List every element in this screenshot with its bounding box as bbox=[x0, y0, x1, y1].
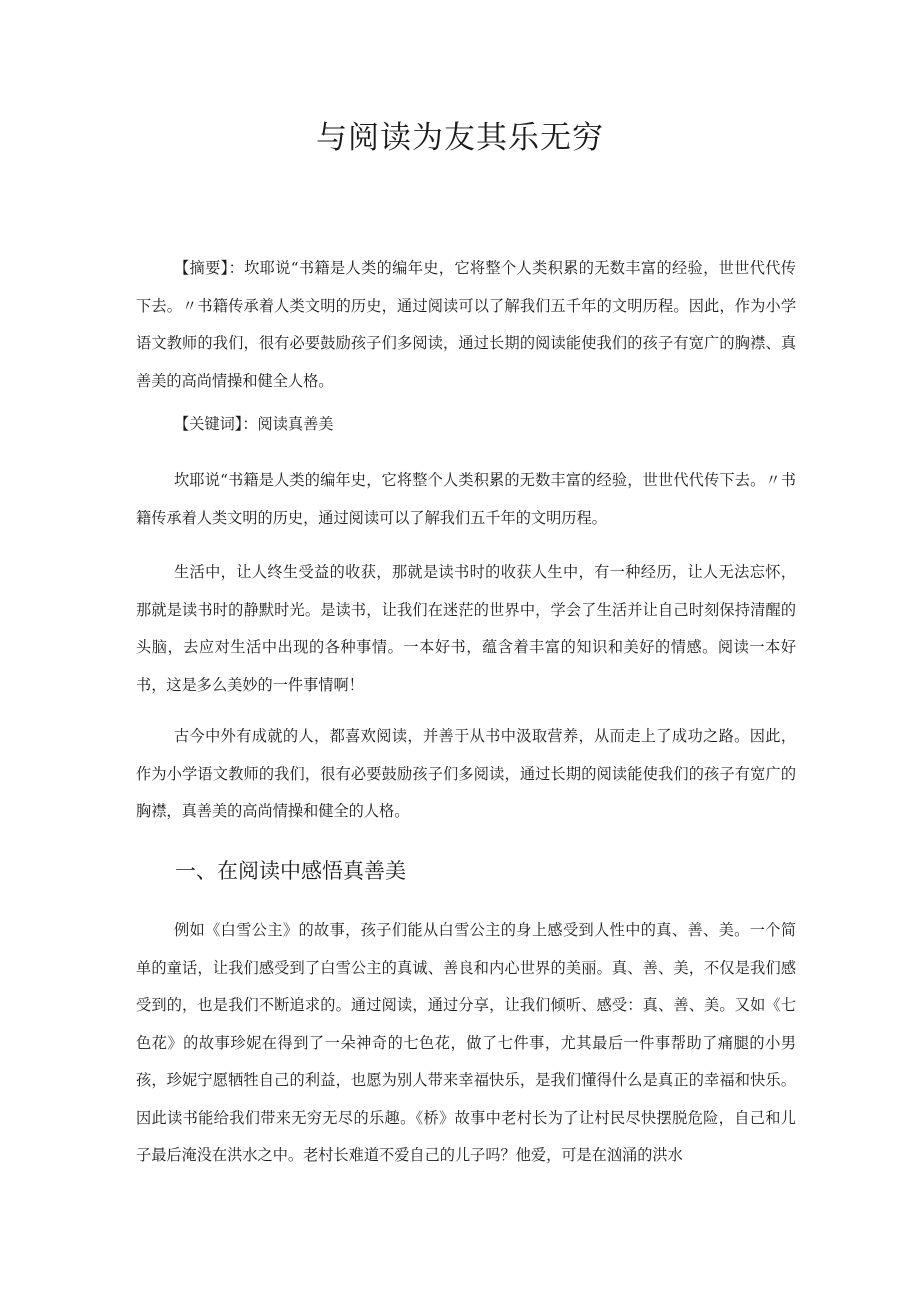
section-1-paragraph: 例如《白雪公主》的故事，孩子们能从白雪公主的身上感受到人性中的真、善、美。一个简单的童话，让我们感受到了白雪公主的真诚、善良和内心世界的美丽。真、善、美，不仅是我们感受到的，也是我们不断追求的。通过阅读，通过分享，让我们倾听、感受：真、善、美。又如《七色花》的故事珍妮在得到了一朵神奇的七色花，做了七件事，尤其最后一件事帮助了痛腿的小男孩，珍妮宁愿牺牲自己的利益，也愿为别人带来幸福快乐，是我们懂得什么是真正的幸福和快乐。因此读书能给我们带来无穷无尽的乐趣。《桥》故事中老村长为了让村民尽快摆脱危险，自己和儿子最后淹没在洪水之中。老村长难道不爱自己的儿子吗？他爱，可是在汹涌的洪水 bbox=[136, 921, 796, 1164]
keywords-paragraph: 【关键词】：阅读真善美 bbox=[174, 415, 334, 433]
abstract-paragraph: 【摘要】：坎耶说“书籍是人类的编年史，它将整个人类积累的无数丰富的经验，世世代代传下去。〃书籍传承着人类文明的历史，通过阅读可以了解我们五千年的文明历程。因此，作为小学语文教师的我们，很有必要鼓励孩子们多阅读，通过长期的阅读能使我们的孩子有宽广的胸襟、真善美的高尚情操和健全人格。 bbox=[136, 259, 796, 390]
body-paragraph-2: 生活中，让人终生受益的收获，那就是读书时的收获人生中，有一种经历，让人无法忘怀，那就是读书时的静默时光。是读书，让我们在迷茫的世界中，学会了生活并让自己时刻保持清醒的头脑，去应对生活中出现的各种事情。一本好书，蕴含着丰富的知识和美好的情感。阅读一本好书，这是多么美妙的一件事情啊！ bbox=[136, 563, 796, 694]
body-paragraph-1: 坎耶说“书籍是人类的编年史，它将整个人类积累的无数丰富的经验，世世代代传下去。〃书籍传承着人类文明的历史，通过阅读可以了解我们五千年的文明历程。 bbox=[136, 471, 796, 527]
section-heading-1: 一、在阅读中感悟真善美 bbox=[175, 859, 406, 883]
document-title: 与阅读为友其乐无穷 bbox=[316, 120, 604, 156]
body-paragraph-3: 古今中外有成就的人，都喜欢阅读，并善于从书中汲取营养，从而走上了成功之路。因此，作为小学语文教师的我们，很有必要鼓励孩子们多阅读，通过长期的阅读能使我们的孩子有宽广的胸襟，真善美的高尚情操和健全的人格。 bbox=[136, 727, 796, 820]
